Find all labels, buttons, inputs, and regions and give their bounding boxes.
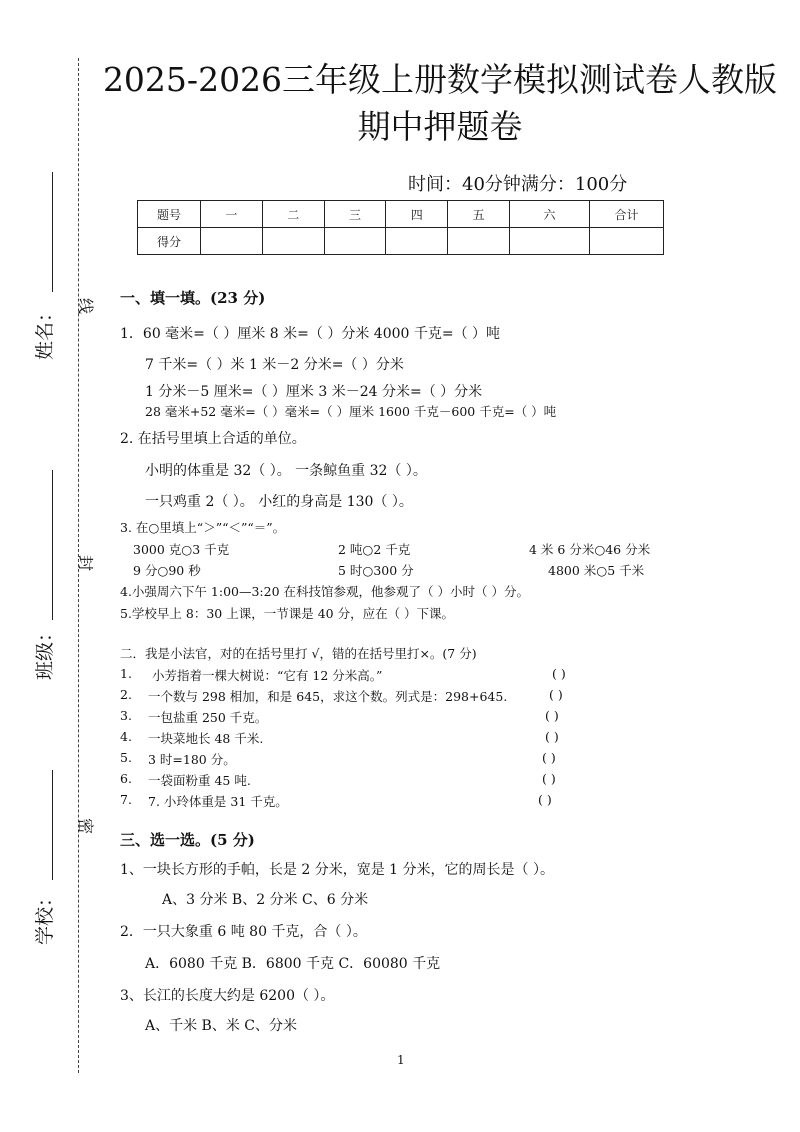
section2-heading: 二．我是小法官，对的在括号里打 √，错的在括号里打×。(7 分) [120, 646, 477, 661]
s3-q3-options: A、千米 B、米 C、分米 [145, 1018, 298, 1034]
s1-q1-line3: 1 分米－5 厘米=（ ）厘米 3 米－24 分米=（ ）分米 [145, 384, 483, 400]
score-header-cell: 四 [386, 201, 448, 228]
s2-item-paren[interactable]: ( ) [542, 771, 556, 786]
score-table-header-row [138, 201, 664, 228]
s3-q2: 2．一只大象重 6 吨 80 千克，合（ ）。 [120, 924, 367, 940]
s3-q1: 1、一块长方形的手帕，长是 2 分米，宽是 1 分米，它的周长是（ ）。 [120, 862, 554, 878]
score-cell[interactable] [262, 228, 324, 255]
s1-q1-line4: 28 毫米+52 毫米=（ ）毫米=（ ）厘米 1600 千克－600 千克=（ ）吨 [145, 404, 557, 419]
s1-q3-c: 4 米 6 分米○46 分米 [529, 542, 651, 557]
s2-item-text: 7. 小玲体重是 31 千克。 [148, 794, 288, 809]
class-label: 班级： [34, 622, 56, 680]
s1-q1-line1: 1．60 毫米=（ ）厘米 8 米=（ ）分米 4000 千克=（ ）吨 [120, 326, 501, 342]
score-cell[interactable] [201, 228, 263, 255]
s3-q3: 3、长江的长度大约是 6200（ ）。 [120, 988, 335, 1004]
s2-item-num: 5. [120, 750, 132, 765]
s1-q3-d: 9 分○90 秒 [133, 563, 201, 578]
score-header-cell: 三 [324, 201, 386, 228]
s1-q2-title: 2. 在括号里填上合适的单位。 [120, 431, 306, 447]
s2-item-text: 一块菜地长 48 千米. [148, 731, 264, 746]
score-table [137, 200, 664, 255]
score-cell[interactable] [448, 228, 510, 255]
name-blank-line [52, 172, 53, 292]
binding-mark-secret: 密 [76, 818, 95, 835]
s2-item-paren[interactable]: ( ) [538, 792, 552, 807]
section1-heading: 一、填一填。(23 分) [120, 289, 266, 307]
s2-item-num: 7. [120, 792, 132, 807]
class-blank-line [52, 470, 53, 620]
s2-item-paren[interactable]: ( ) [542, 750, 556, 765]
s1-q2-line2: 一只鸡重 2（ ）。 小红的身高是 130（ ）。 [145, 494, 413, 510]
time-info: 时间：40分钟满分：100分 [408, 174, 628, 195]
s2-item-text: 一个数与 298 相加，和是 645，求这个数。列式是：298+645. [148, 689, 508, 704]
s1-q3-f: 4800 米○5 千米 [548, 563, 645, 578]
page-number: 1 [397, 1053, 405, 1067]
score-header-cell: 六 [510, 201, 590, 228]
score-row-label: 得分 [138, 228, 201, 255]
s2-item-paren[interactable]: ( ) [549, 687, 563, 702]
s2-item-paren[interactable]: ( ) [545, 708, 559, 723]
s2-item-text: 一袋面粉重 45 吨. [148, 773, 251, 788]
s2-item-num: 3. [120, 708, 132, 723]
s1-q3-e: 5 时○300 分 [338, 563, 414, 578]
s2-item-paren[interactable]: ( ) [545, 729, 559, 744]
score-header-cell: 合计 [590, 201, 664, 228]
binding-mark-seal: 封 [76, 555, 95, 572]
s1-q4: 4.小强周六下午 1:00—3:20 在科技馆参观，他参观了（ ）小时（ ）分。 [120, 584, 529, 599]
score-cell[interactable] [510, 228, 590, 255]
s3-q2-options: A．6080 千克 B．6800 千克 C．60080 千克 [145, 956, 441, 972]
school-label: 学校： [34, 887, 56, 945]
title-line-2: 期中押题卷 [357, 107, 523, 146]
school-blank-line [52, 770, 53, 880]
s2-item-text: 小芳指着一棵大树说：“它有 12 分米高。” [152, 668, 383, 683]
s2-item-paren[interactable]: ( ) [552, 666, 566, 681]
title-line-1: 2025-2026三年级上册数学模拟测试卷人教版 [102, 60, 778, 99]
s2-item-num: 4. [120, 729, 132, 744]
score-header-cell: 二 [262, 201, 324, 228]
score-header-cell: 五 [448, 201, 510, 228]
score-header-cell: 题号 [138, 201, 201, 228]
s2-item-text: 一包盐重 250 千克。 [148, 710, 268, 725]
score-cell[interactable] [324, 228, 386, 255]
s1-q2-line1: 小明的体重是 32（ ）。 一条鲸鱼重 32（ ）。 [145, 463, 427, 479]
s2-item-text: 3 时=180 分。 [148, 752, 236, 767]
score-header-cell: 一 [201, 201, 263, 228]
section3-heading: 三、选一选。(5 分) [120, 831, 255, 849]
binding-mark-line: 线 [76, 298, 95, 315]
s1-q3-b: 2 吨○2 千克 [338, 542, 411, 557]
s2-item-num: 6. [120, 771, 132, 786]
s1-q3-a: 3000 克○3 千克 [133, 542, 230, 557]
s2-item-num: 1. [120, 666, 132, 681]
s1-q1-line2: 7 千米=（ ）米 1 米－2 分米=（ ）分米 [145, 357, 404, 373]
score-cell[interactable] [590, 228, 664, 255]
s1-q3-title: 3. 在○里填上“＞”“＜”“＝”。 [120, 520, 286, 535]
name-label: 姓名： [34, 302, 56, 360]
score-cell[interactable] [386, 228, 448, 255]
s1-q5: 5.学校早上 8：30 上课，一节课是 40 分，应在（ ）下课。 [120, 606, 455, 621]
score-table-score-row [138, 228, 664, 255]
s2-item-num: 2. [120, 687, 132, 702]
s3-q1-options: A、3 分米 B、2 分米 C、6 分米 [162, 892, 369, 908]
